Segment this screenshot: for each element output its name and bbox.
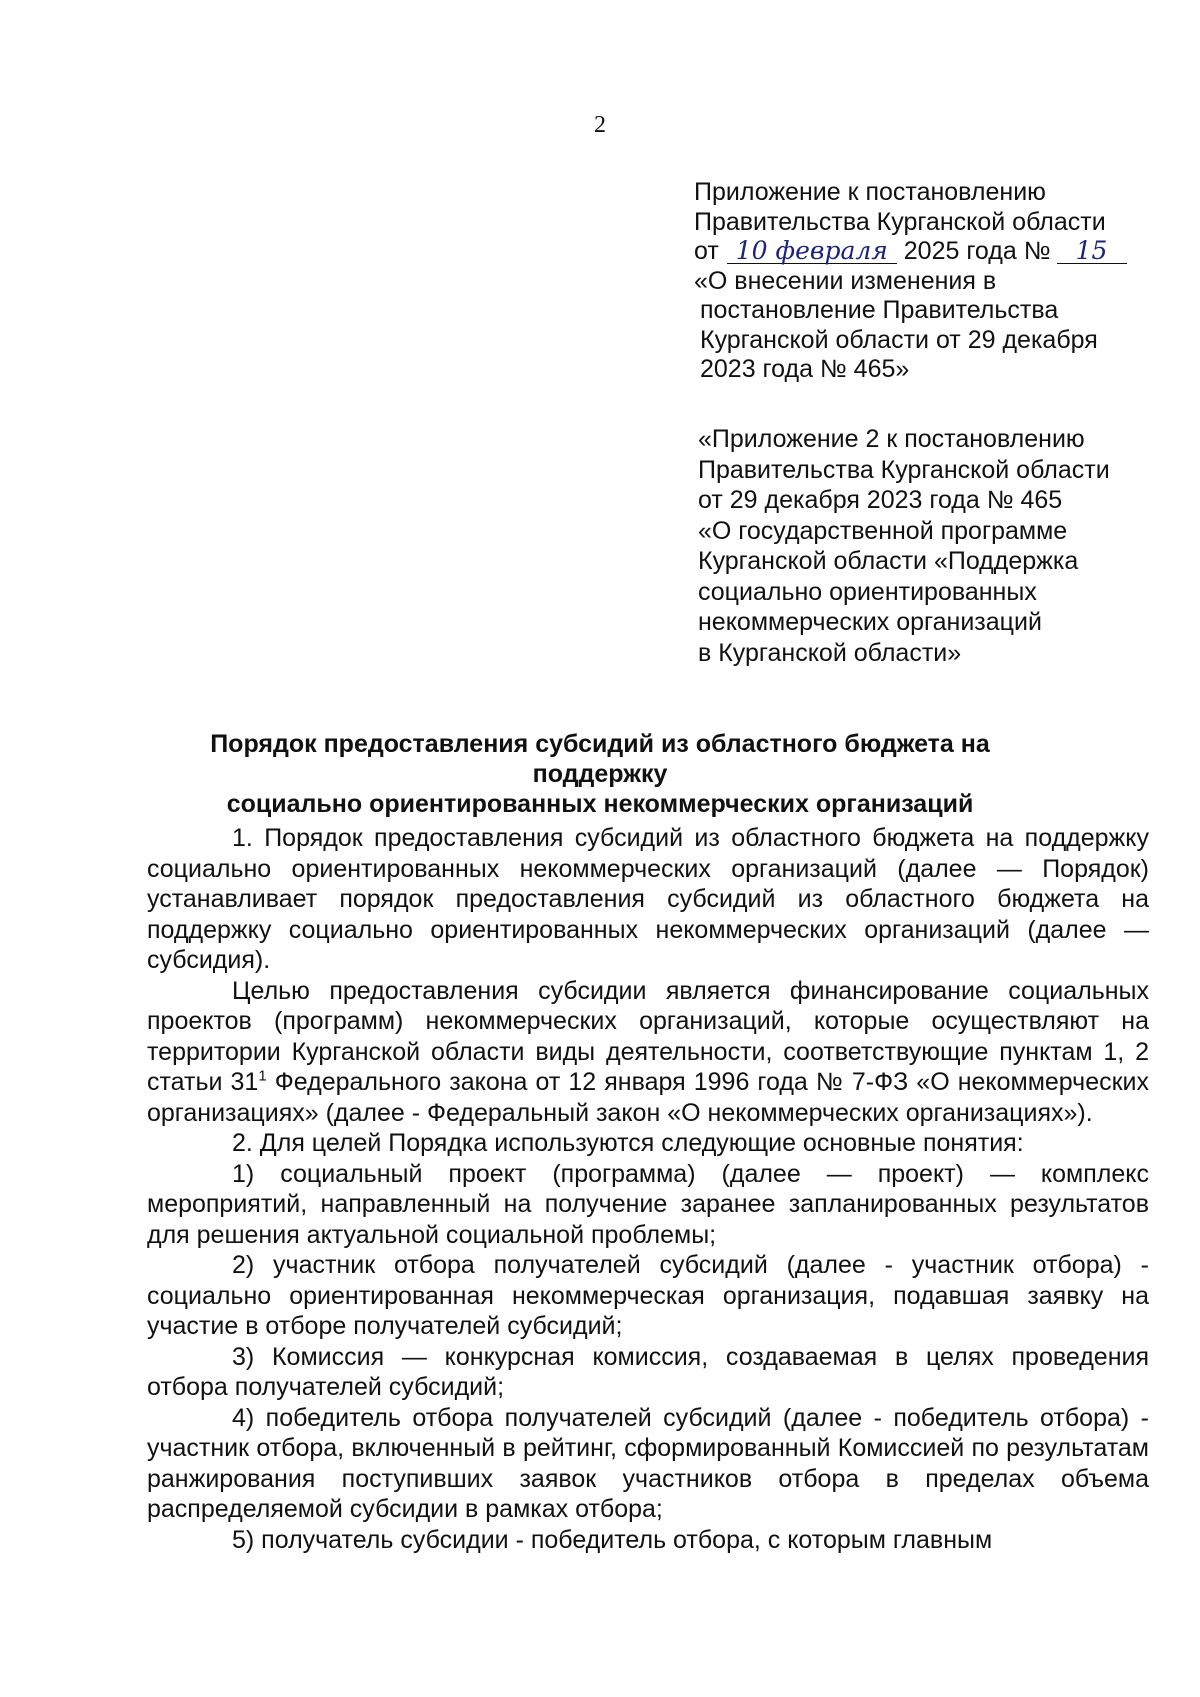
- appendix-line: Приложение к постановлению: [694, 178, 1046, 206]
- appendix2-line: в Курганской области»: [698, 638, 962, 667]
- appendix2-line: социально ориентированных: [698, 577, 1037, 606]
- paragraph: 2) участник отбора получателей субсидий (далее - участник отбора) - социально ориентированная некоммерческая организация, подавшая заявку на участие в отборе получателей субсидий;: [147, 1251, 1149, 1340]
- appendix2-line: «Приложение 2 к постановлению: [698, 425, 1085, 453]
- appendix2-line: некоммерческих организаций: [698, 608, 1042, 636]
- paragraph: 3) Комиссия — конкурсная комиссия, создаваемая в целях проведения отбора получателей субсидий;: [147, 1342, 1149, 1401]
- appendix-block: [694, 178, 1164, 385]
- paragraph: 4) победитель отбора получателей субсидий (далее - победитель отбора) - участник отбора, включенный в рейтинг, сформированный Комиссией по результатам ранжирования поступивших заявок участников отбора в пределах объема распределяемой субсидии в рамках отбора;: [147, 1403, 1149, 1523]
- appendix2-line: Курганской области «Поддержка: [698, 547, 1079, 575]
- title-line: социально ориентированных некоммерческих организаций: [226, 790, 974, 818]
- appendix2-line: «О государственной программе: [698, 516, 1068, 545]
- superscript: 1: [258, 1067, 267, 1085]
- title-line: Порядок предоставления субсидий из областного бюджета на поддержку: [210, 730, 990, 788]
- paragraph-text: Целью предоставления субсидии является финансирование социальных проектов (программ) некоммерческих организаций, которые осуществляют на территории Курганской области виды деятельности, соответствующие пунктам 1, 2 статьи 31: [147, 976, 1149, 1096]
- paragraph: [147, 976, 1149, 1129]
- handwritten-date: 10 февраля: [727, 239, 897, 264]
- paragraph: 1. Порядок предоставления субсидий из областного бюджета на поддержку социально ориентированных некоммерческих организаций (далее — Порядок) устанавливает порядок предоставления субсидий из областного бюджета на поддержку социально ориентированных некоммерческих организаций (далее — субсидия).: [147, 824, 1149, 974]
- appendix-line: постановление Правительства: [700, 296, 1059, 324]
- appendix2-block: [698, 424, 1168, 668]
- appendix-line: «О внесении изменения в: [694, 266, 997, 295]
- date-prefix: от: [694, 237, 719, 265]
- appendix2-line: от 29 декабря 2023 года № 465: [698, 486, 1063, 514]
- document-title: [150, 729, 1050, 819]
- appendix-line: Правительства Курганской области: [694, 207, 1106, 236]
- handwritten-number: 15: [1057, 239, 1127, 264]
- document-body: [147, 823, 1149, 1555]
- paragraph: 1) социальный проект (программа) (далее — проект) — комплекс мероприятий, направленный на получение заранее запланированных результатов для решения актуальной социальной проблемы;: [147, 1159, 1149, 1249]
- appendix-line: 2023 года № 465»: [700, 355, 910, 383]
- paragraph: 5) получатель субсидии - победитель отбора, с которым главным: [232, 1525, 993, 1554]
- year-text: 2025 года №: [903, 237, 1051, 265]
- paragraph-text: Федерального закона от 12 января 1996 года № 7-ФЗ «О некоммерческих организациях» (далее - Федеральный закон «О некоммерческих организациях»).: [147, 1068, 1149, 1127]
- page-number: 2: [594, 112, 606, 138]
- paragraph: 2. Для целей Порядка используются следующие основные понятия:: [232, 1129, 1024, 1157]
- appendix-line: Курганской области от 29 декабря: [700, 325, 1098, 354]
- appendix2-line: Правительства Курганской области: [698, 455, 1110, 484]
- appendix-date-line: [694, 237, 1164, 267]
